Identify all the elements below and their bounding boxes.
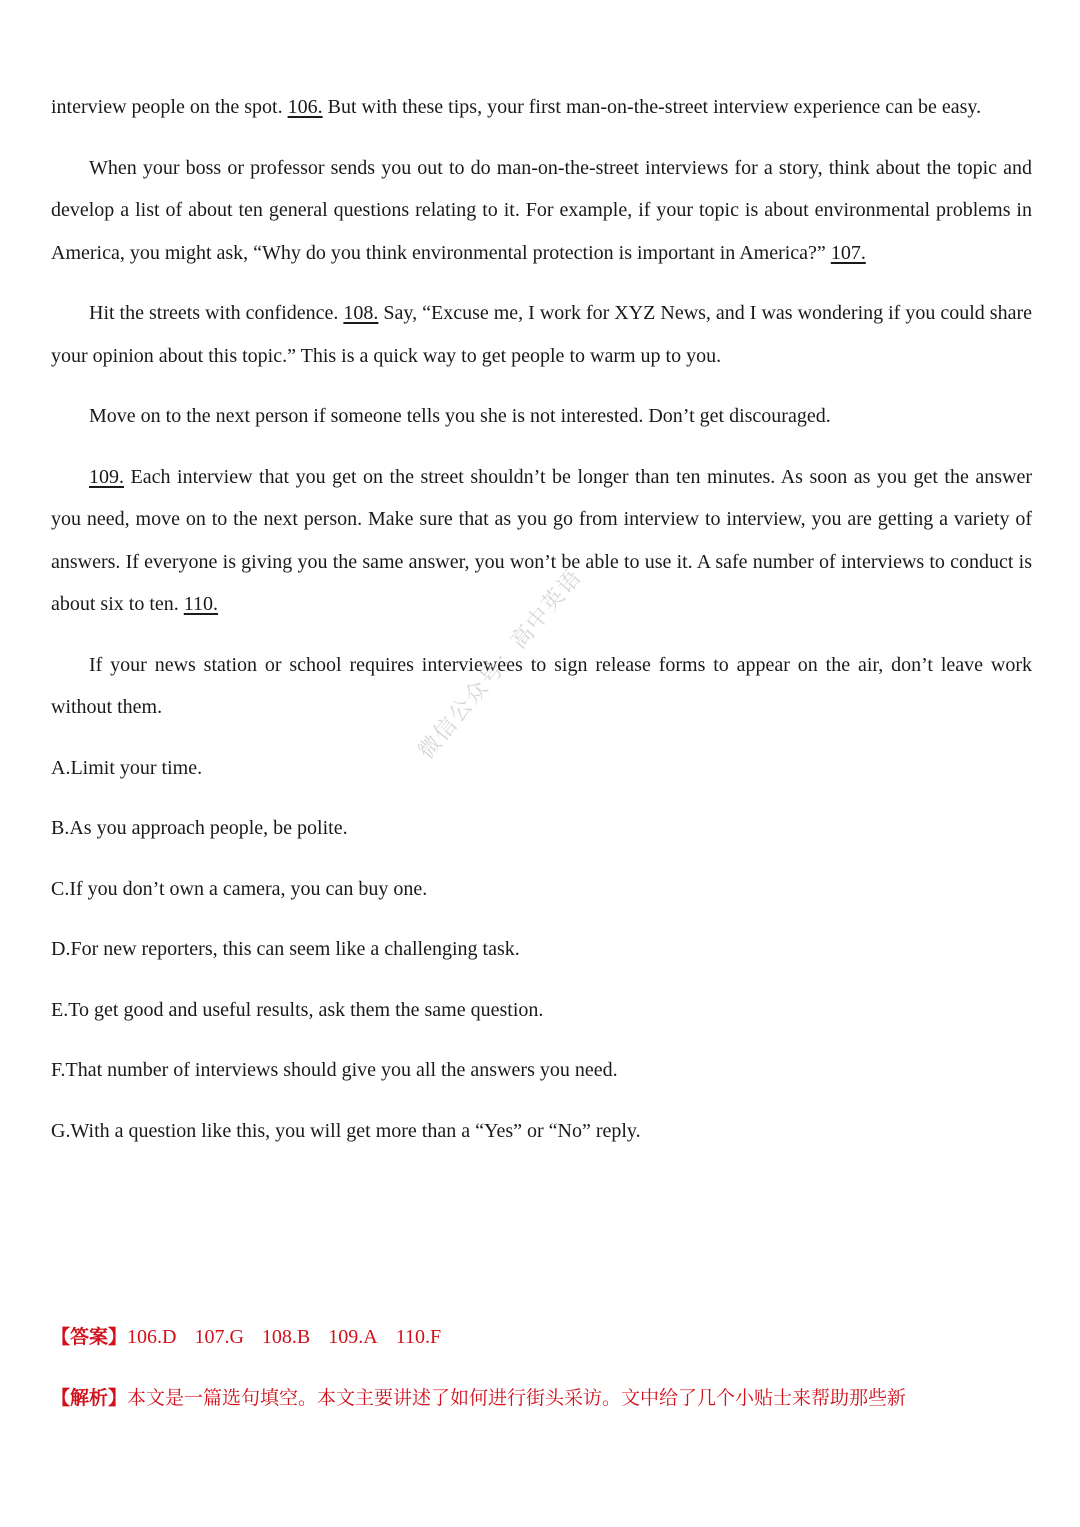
answer-line — [51, 1316, 1041, 1359]
option-f: F.That number of interviews should give you all the answers you need. — [51, 1059, 618, 1081]
paragraph-2 — [51, 147, 1032, 275]
analysis-tag: 【解析】 — [51, 1386, 128, 1409]
blank-107: 107. — [830, 241, 866, 264]
option-b: B.As you approach people, be polite. — [51, 817, 348, 839]
answer-109: 109.A — [328, 1326, 378, 1348]
paragraph-1-text-a: interview people on the spot. — [51, 96, 288, 118]
analysis-line — [51, 1377, 1041, 1420]
answer-106: 106.D — [127, 1326, 177, 1348]
answer-tag: 【答案】 — [51, 1326, 128, 1348]
paragraph-4-text: Move on to the next person if someone tells you she is not interested. Don’t get discouraged. — [89, 405, 831, 427]
option-e: E.To get good and useful results, ask them the same question. — [51, 998, 544, 1021]
option-a: A.Limit your time. — [51, 756, 203, 779]
paragraph-3-text-b: Say, “Excuse me, I work for XYZ News, and I was wondering if you could share your opinion about this topic.” This is a quick way to get people to warm up to you. — [51, 302, 1032, 367]
blank-109: 109. — [89, 465, 124, 488]
paragraph-6 — [51, 644, 1032, 729]
answer-107: 107.G — [194, 1326, 244, 1348]
paragraph-1 — [51, 86, 1032, 129]
answer-110: 110.F — [395, 1326, 442, 1348]
answer-section — [51, 1316, 1041, 1419]
paragraph-2-text: When your boss or professor sends you out to do man-on-the-street interviews for a story, think about the topic and develop a list of about ten general questions relating to it. For example, if your topic is about environmental problems in America, you might ask, “Why do you think environmental protection is important in America?” — [51, 156, 1032, 264]
paragraph-5-text: Each interview that you get on the street shouldn’t be longer than ten minutes. As soon as you get the answer you need, move on to the next person. Make sure that as you go from interview to interview, you are getting a variety of answers. If everyone is giving you the same answer, you won’t be able to use it. A safe number of interviews to conduct is about six to ten. — [51, 465, 1032, 615]
paragraph-3-text-a: Hit the streets with confidence. — [89, 302, 344, 324]
blank-106: 106. — [287, 96, 323, 118]
analysis-text: 本文是一篇选句填空。本文主要讲述了如何进行街头采访。文中给了几个小贴士来帮助那些新 — [127, 1386, 907, 1409]
blank-108: 108. — [343, 302, 379, 324]
paragraph-4 — [51, 395, 1032, 438]
option-d: D.For new reporters, this can seem like a challenging task. — [51, 938, 520, 960]
watermark: 微信公众号：高中英语 — [413, 564, 588, 765]
paragraph-6-text: If your news station or school requires interviewees to sign release forms to appear on the air, don’t leave work without them. — [51, 653, 1032, 718]
option-list — [51, 747, 1032, 1153]
option-g: G.With a question like this, you will get more than a “Yes” or “No” reply. — [51, 1119, 641, 1142]
blank-110: 110. — [183, 593, 219, 615]
paragraph-1-text-b: But with these tips, your first man-on-the-street interview experience can be easy. — [322, 96, 982, 118]
option-c: C.If you don’t own a camera, you can buy one. — [51, 877, 428, 900]
answer-108: 108.B — [261, 1326, 311, 1348]
paragraph-3 — [51, 292, 1032, 377]
